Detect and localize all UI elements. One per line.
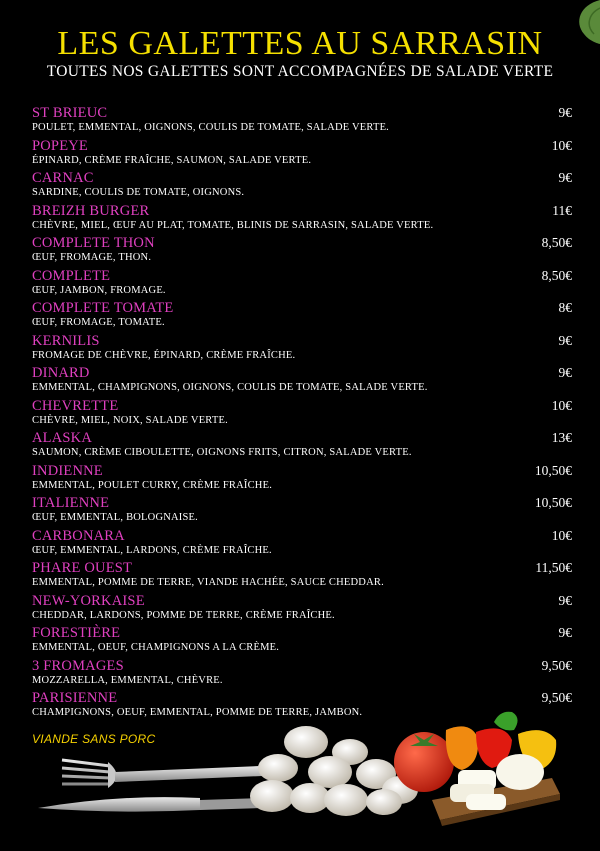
menu-item-description: CHEDDAR, LARDONS, POMME DE TERRE, CRÈME FRAÎCHE. — [32, 609, 335, 621]
menu-item-name: FORESTIÈRE — [32, 625, 121, 641]
menu-item — [32, 364, 572, 397]
menu-item-price: 9€ — [558, 592, 572, 608]
menu-item — [32, 592, 572, 625]
menu-item-name: CARBONARA — [32, 527, 125, 544]
menu-item-price: 10€ — [551, 397, 572, 413]
knife-icon — [38, 797, 262, 811]
menu-item-name: INDIENNE — [32, 462, 103, 479]
menu-item — [32, 527, 572, 560]
menu-item-name: ALASKA — [32, 430, 93, 446]
menu-item — [32, 624, 572, 657]
menu-item-price: 9€ — [558, 332, 572, 348]
menu-item-name: POPEYE — [32, 137, 88, 154]
menu-item — [32, 494, 572, 527]
menu-item-description: EMMENTAL, OEUF, CHAMPIGNONS A LA CRÈME. — [32, 642, 280, 653]
menu-item-name: CARNAC — [32, 170, 94, 186]
menu-item — [32, 104, 572, 137]
menu-item-price: 13€ — [551, 430, 572, 445]
menu-item-name: ST BRIEUC — [32, 105, 108, 121]
menu-item-price: 9,50€ — [541, 657, 572, 673]
menu-item-price: 9€ — [558, 170, 572, 185]
menu-item-name: NEW-YORKAISE — [32, 592, 145, 609]
menu-item-description: SAUMON, CRÈME CIBOULETTE, OIGNONS FRITS, CITRON, SALADE VERTE. — [32, 447, 412, 458]
menu-item-price: 8,50€ — [541, 267, 572, 283]
menu-item-description: SARDINE, COULIS DE TOMATE, OIGNONS. — [32, 187, 245, 198]
menu-item — [32, 202, 572, 235]
menu-item — [32, 429, 572, 462]
menu-item — [32, 657, 572, 690]
menu-item-name: PHARE OUEST — [32, 560, 133, 576]
menu-title: LES GALETTES AU SARRASIN — [57, 25, 543, 62]
menu-subtitle: TOUTES NOS GALETTES SONT ACCOMPAGNÉES DE SALADE VERTE — [46, 63, 554, 80]
menu-item-description: POULET, EMMENTAL, OIGNONS, COULIS DE TOMATE, SALADE VERTE. — [32, 122, 390, 133]
menu-item-price: 10,50€ — [534, 462, 572, 478]
menu-item-price: 9€ — [558, 105, 572, 120]
menu-item-price: 10€ — [551, 527, 572, 543]
menu-item-description: EMMENTAL, CHAMPIGNONS, OIGNONS, COULIS DE TOMATE, SALADE VERTE. — [32, 382, 428, 393]
menu-item — [32, 332, 572, 365]
pork-free-note: VIANDE SANS PORC — [32, 732, 156, 746]
tomato-icon — [394, 732, 454, 792]
menu-item-name: ITALIENNE — [32, 495, 110, 511]
menu-item-description: FROMAGE DE CHÈVRE, ÉPINARD, CRÈME FRAÎCHE. — [32, 349, 296, 361]
menu-item-price: 10,50€ — [534, 495, 572, 510]
menu-item-description: CHÈVRE, MIEL, ŒUF AU PLAT, TOMATE, BLINIS DE SARRASIN, SALADE VERTE. — [32, 219, 434, 231]
menu-item-name: PARISIENNE — [32, 690, 118, 706]
menu-item — [32, 267, 572, 300]
galettes-menu-list — [32, 104, 572, 722]
menu-item-price: 11€ — [552, 202, 572, 218]
menu-item — [32, 559, 572, 592]
menu-item-description: ŒUF, JAMBON, FROMAGE. — [32, 284, 166, 296]
menu-item-name: 3 FROMAGES — [32, 657, 124, 674]
menu-item — [32, 169, 572, 202]
basil-leaf-icon — [570, 0, 600, 60]
menu-item-name: COMPLETE — [32, 267, 111, 284]
menu-item — [32, 397, 572, 430]
food-illustration — [0, 690, 600, 851]
menu-item-description: ŒUF, FROMAGE, THON. — [32, 252, 152, 263]
menu-item-description: EMMENTAL, POULET CURRY, CRÈME FRAÎCHE. — [32, 479, 273, 491]
mushroom-icon — [250, 726, 418, 816]
menu-item-name: KERNILIS — [32, 332, 100, 349]
fork-icon — [62, 760, 262, 788]
menu-item-price: 9€ — [558, 625, 572, 640]
menu-item-price: 8,50€ — [541, 235, 572, 250]
menu-item-name: DINARD — [32, 365, 90, 381]
menu-item — [32, 299, 572, 332]
menu-item — [32, 234, 572, 267]
menu-item-description: ŒUF, FROMAGE, TOMATE. — [32, 317, 165, 328]
menu-item — [32, 137, 572, 170]
menu-item-price: 10€ — [551, 137, 572, 153]
menu-item-price: 9€ — [558, 365, 572, 380]
menu-item-description: MOZZARELLA, EMMENTAL, CHÈVRE. — [32, 674, 223, 686]
menu-item-name: BREIZH BURGER — [32, 202, 150, 219]
menu-item-description: CHÈVRE, MIEL, NOIX, SALADE VERTE. — [32, 414, 228, 426]
menu-item-description: CHAMPIGNONS, OEUF, EMMENTAL, POMME DE TERRE, JAMBON. — [32, 707, 363, 718]
menu-item-description: ŒUF, EMMENTAL, BOLOGNAISE. — [32, 512, 198, 523]
menu-item-name: COMPLETE THON — [32, 235, 155, 251]
menu-item-price: 8€ — [558, 300, 572, 315]
menu-item-name: COMPLETE TOMATE — [32, 300, 174, 316]
menu-item-price: 9,50€ — [541, 690, 572, 705]
menu-item — [32, 462, 572, 495]
menu-item-description: ŒUF, EMMENTAL, LARDONS, CRÈME FRAÎCHE. — [32, 544, 272, 556]
menu-item-description: ÉPINARD, CRÈME FRAÎCHE, SAUMON, SALADE VERTE. — [32, 154, 312, 166]
menu-item-name: CHEVRETTE — [32, 397, 119, 414]
menu-item-description: EMMENTAL, POMME DE TERRE, VIANDE HACHÉE, SAUCE CHEDDAR. — [32, 577, 384, 588]
menu-item-price: 11,50€ — [535, 560, 572, 575]
